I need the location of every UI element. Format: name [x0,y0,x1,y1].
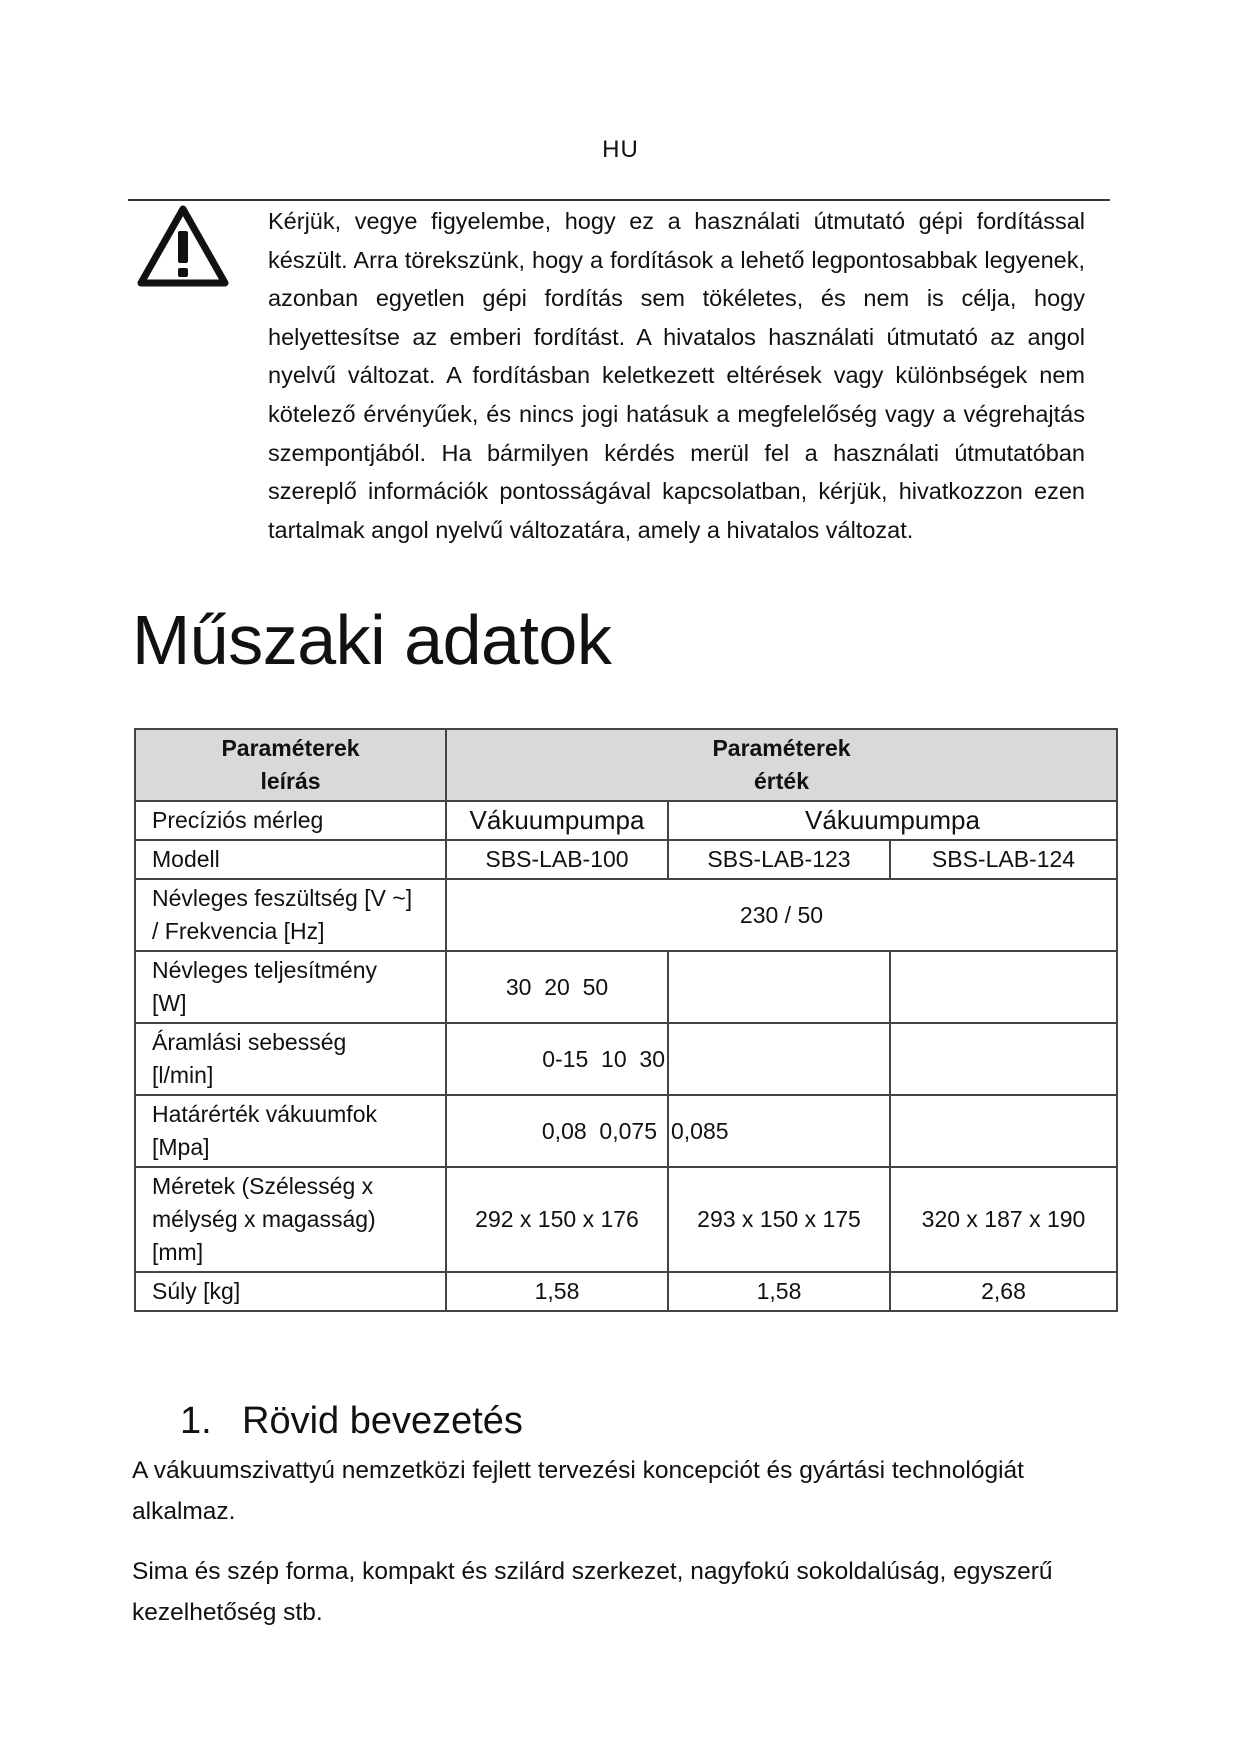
cell [668,951,890,1023]
row-label: Modell [135,840,446,879]
cell: 230 / 50 [446,879,1117,951]
cell [890,951,1117,1023]
row-label: Névleges teljesítmény [W] [135,951,446,1023]
cell: 0-15 10 30 [446,1023,668,1095]
cell: 293 x 150 x 175 [668,1167,890,1272]
page-language-header: HU [602,136,639,163]
cell: 30 20 50 [446,951,668,1023]
cell [890,1095,1117,1167]
cell: 292 x 150 x 176 [446,1167,668,1272]
table-header-row [135,729,1117,801]
cell: SBS-LAB-100 [446,840,668,879]
translation-disclaimer: Kérjük, vegye figyelembe, hogy ez a használati útmutató gépi fordítással készült. Arra törekszünk, hogy a fordítások a lehető legpontosabbak legyenek, azonban egyetlen gépi fordítás sem tökéletes, és nem is célja, hogy helyettesítse az emberi fordítást. A hivatalos használati útmutató az angol nyelvű változat. A fordításban keletkezett eltérések vagy különbségek nem kötelező érvényűek, és nincs jogi hatásuk a megfelelőség vagy a végrehajtás szempontjából. Ha bármilyen kérdés merül fel a használati útmutatóban szereplő információk pontosságával kapcsolatban, kérjük, hivatkozzon ezen tartalmak angol nyelvű változatára, amely a hivatalos változat. [268,208,1085,543]
cell: 320 x 187 x 190 [890,1167,1117,1272]
cell: 1,58 [446,1272,668,1311]
cell: Vákuumpumpa [446,801,668,840]
table-row [135,801,1117,840]
table-row [135,879,1117,951]
warning-triangle-icon [137,205,229,287]
table-row [135,840,1117,879]
row-label: Névleges feszültség [V ~] / Frekvencia [Hz] [135,879,446,951]
cell: 0,085 [668,1095,890,1167]
cell [668,1023,890,1095]
section-number: 1. [180,1400,212,1442]
cell: SBS-LAB-123 [668,840,890,879]
intro-paragraph: A vákuumszivattyú nemzetközi fejlett tervezési koncepciót és gyártási technológiát alkalmaz. [132,1457,1024,1525]
cell: SBS-LAB-124 [890,840,1117,879]
cell: 2,68 [890,1272,1117,1311]
table-row [135,1095,1117,1167]
cell: Vákuumpumpa [668,801,1117,840]
row-label: Határérték vákuumfok [Mpa] [135,1095,446,1167]
cell: 0,08 0,075 [446,1095,668,1167]
header-divider [128,199,1110,201]
row-label: Súly [kg] [135,1272,446,1311]
table-row [135,1023,1117,1095]
header-param-description: Paraméterek leírás [135,729,446,801]
specs-table [134,728,1118,1312]
table-row [135,1167,1117,1272]
row-label: Precíziós mérleg [135,801,446,840]
table-row [135,1272,1117,1311]
row-label: Méretek (Szélesség x mélység x magasság) [mm] [135,1167,446,1272]
table-row [135,951,1117,1023]
cell [890,1023,1117,1095]
intro-paragraph: Sima és szép forma, kompakt és szilárd szerkezet, nagyfokú sokoldalúság, egyszerű kezelhetőség stb. [132,1558,1053,1626]
section-title: Rövid bevezetés [242,1400,523,1442]
cell: 1,58 [668,1272,890,1311]
section-heading [180,1400,523,1443]
header-param-value: Paraméterek érték [446,729,1117,801]
row-label: Áramlási sebesség [l/min] [135,1023,446,1095]
page-title: Műszaki adatok [132,601,612,679]
